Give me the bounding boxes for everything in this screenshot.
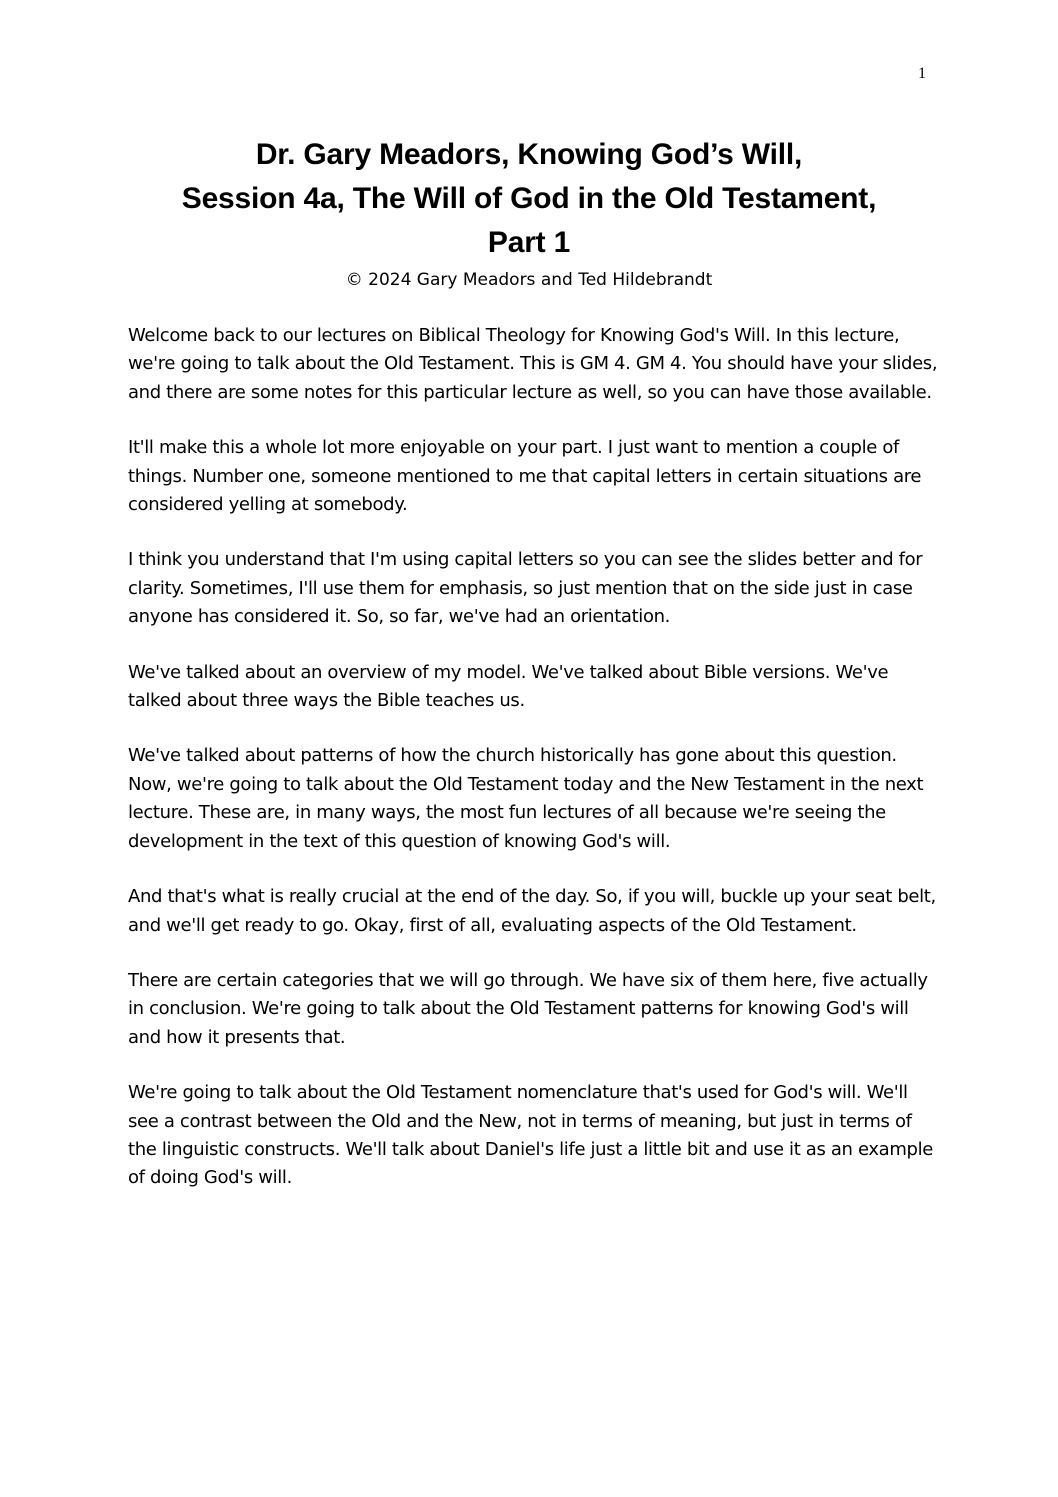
title-line: Dr. Gary Meadors, Knowing God’s Will, [255,138,803,171]
title-line: Session 4a, The Will of God in the Old Testament, [181,182,877,215]
transcript-body [128,322,943,1220]
copyright-notice: © 2024 Gary Meadors and Ted Hildebrandt [345,270,713,290]
paragraph: We're going to talk about the Old Testament nomenclature that's used for God's will. We'll see a contrast between the Old and the New, not in terms of meaning, but just in terms of the linguistic constructs. We'll talk about Daniel's life just a little bit and use it as an example of doing God's will. [128,1082,933,1189]
paragraph: We've talked about an overview of my model. We've talked about Bible versions. We've talked about three ways the Bible teaches us. [128,661,889,712]
paragraph: And that's what is really crucial at the end of the day. So, if you will, buckle up your seat belt, and we'll get ready to go. Okay, first of all, evaluating aspects of the Old Testament. [128,886,936,936]
title-line: Part 1 [487,226,571,259]
paragraph: There are certain categories that we will go through. We have six of them here, five actually in conclusion. We're going to talk about the Old Testament patterns for knowing God's will and how it presents that. [128,969,928,1048]
paragraph: I think you understand that I'm using capital letters so you can see the slides better and for clarity. Sometimes, I'll use them for emphasis, so just mention that on the side just in case anyone has considered it. So, so far, we've had an orientation. [128,549,923,628]
document-title [100,133,958,265]
page-number: 1 [918,65,926,82]
paragraph: We've talked about patterns of how the church historically has gone about this question. Now, we're going to talk about the Old Testament today and the New Testament in the next lecture. These are, in many ways, the most fun lectures of all because we're seeing the development in the text of this question of knowing God's will. [128,745,924,852]
paragraph: Welcome back to our lectures on Biblical Theology for Knowing God's Will. In this lecture, we're going to talk about the Old Testament. This is GM 4. GM 4. You should have your slides, and there are some notes for this particular lecture as well, so you can have those available. [128,325,938,403]
paragraph: It'll make this a whole lot more enjoyable on your part. I just want to mention a couple of things. Number one, someone mentioned to me that capital letters in certain situations are considered yelling at somebody. [128,437,922,516]
